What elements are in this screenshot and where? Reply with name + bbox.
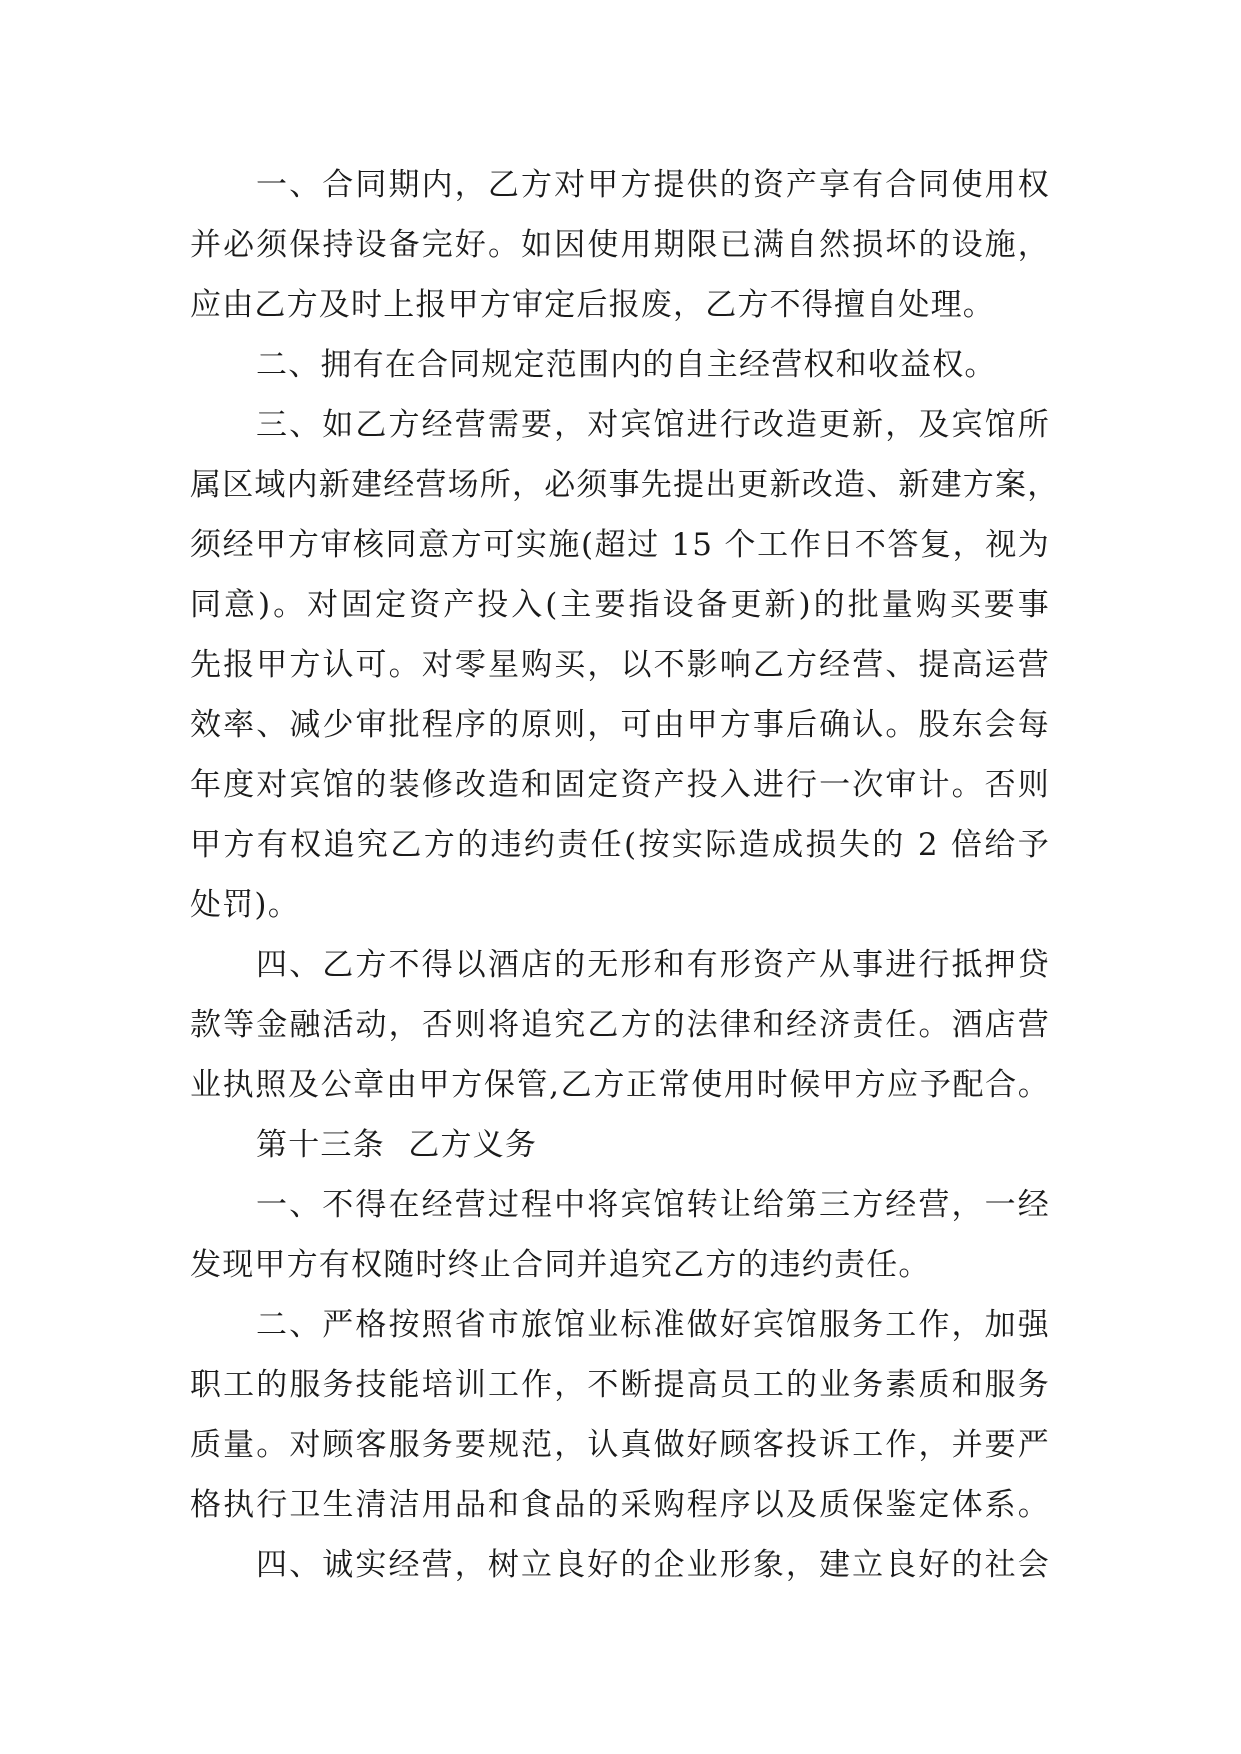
text-line: 效率、减少审批程序的原则，可由甲方事后确认。股东会每 [190,707,1050,743]
text-line: 质量。对顾客服务要规范，认真做好顾客投诉工作，并要严 [190,1427,1050,1463]
text-line: 四、乙方不得以酒店的无形和有形资产从事进行抵押贷 [256,947,1050,983]
document-body [190,155,1060,1595]
text-line: 四、诚实经营，树立良好的企业形象，建立良好的社会 [256,1547,1050,1583]
text-line: 年度对宾馆的装修改造和固定资产投入进行一次审计。否则 [190,767,1050,803]
text-line: 处罚)。 [190,887,300,923]
text-line: 格执行卫生清洁用品和食品的采购程序以及质保鉴定体系。 [190,1487,1050,1523]
section-heading: 第十三条 乙方义务 [256,1127,538,1163]
text-line: 应由乙方及时上报甲方审定后报废，乙方不得擅自处理。 [190,287,995,323]
text-line: 业执照及公章由甲方保管,乙方正常使用时候甲方应予配合。 [190,1067,1050,1103]
text-line: 属区域内新建经营场所，必须事先提出更新改造、新建方案， [190,467,1060,503]
text-line: 款等金融活动，否则将追究乙方的法律和经济责任。酒店营 [190,1007,1050,1043]
text-line: 先报甲方认可。对零星购买，以不影响乙方经营、提高运营 [190,647,1050,683]
text-line: 一、不得在经营过程中将宾馆转让给第三方经营，一经 [256,1187,1050,1223]
text-line: 并必须保持设备完好。如因使用期限已满自然损坏的设施， [190,227,1050,263]
text-line: 同意)。对固定资产投入(主要指设备更新)的批量购买要事 [190,587,1050,623]
text-line: 二、严格按照省市旅馆业标准做好宾馆服务工作，加强 [256,1307,1050,1343]
text-line: 二、拥有在合同规定范围内的自主经营权和收益权。 [256,347,997,383]
text-line: 职工的服务技能培训工作，不断提高员工的业务素质和服务 [190,1367,1050,1403]
text-line: 三、如乙方经营需要，对宾馆进行改造更新，及宾馆所 [256,407,1050,443]
text-line: 须经甲方审核同意方可实施(超过 15 个工作日不答复，视为 [190,527,1050,563]
text-line: 甲方有权追究乙方的违约责任(按实际造成损失的 2 倍给予 [190,827,1050,863]
text-line: 发现甲方有权随时终止合同并追究乙方的违约责任。 [190,1247,931,1283]
text-line: 一、合同期内，乙方对甲方提供的资产享有合同使用权 [256,167,1050,203]
